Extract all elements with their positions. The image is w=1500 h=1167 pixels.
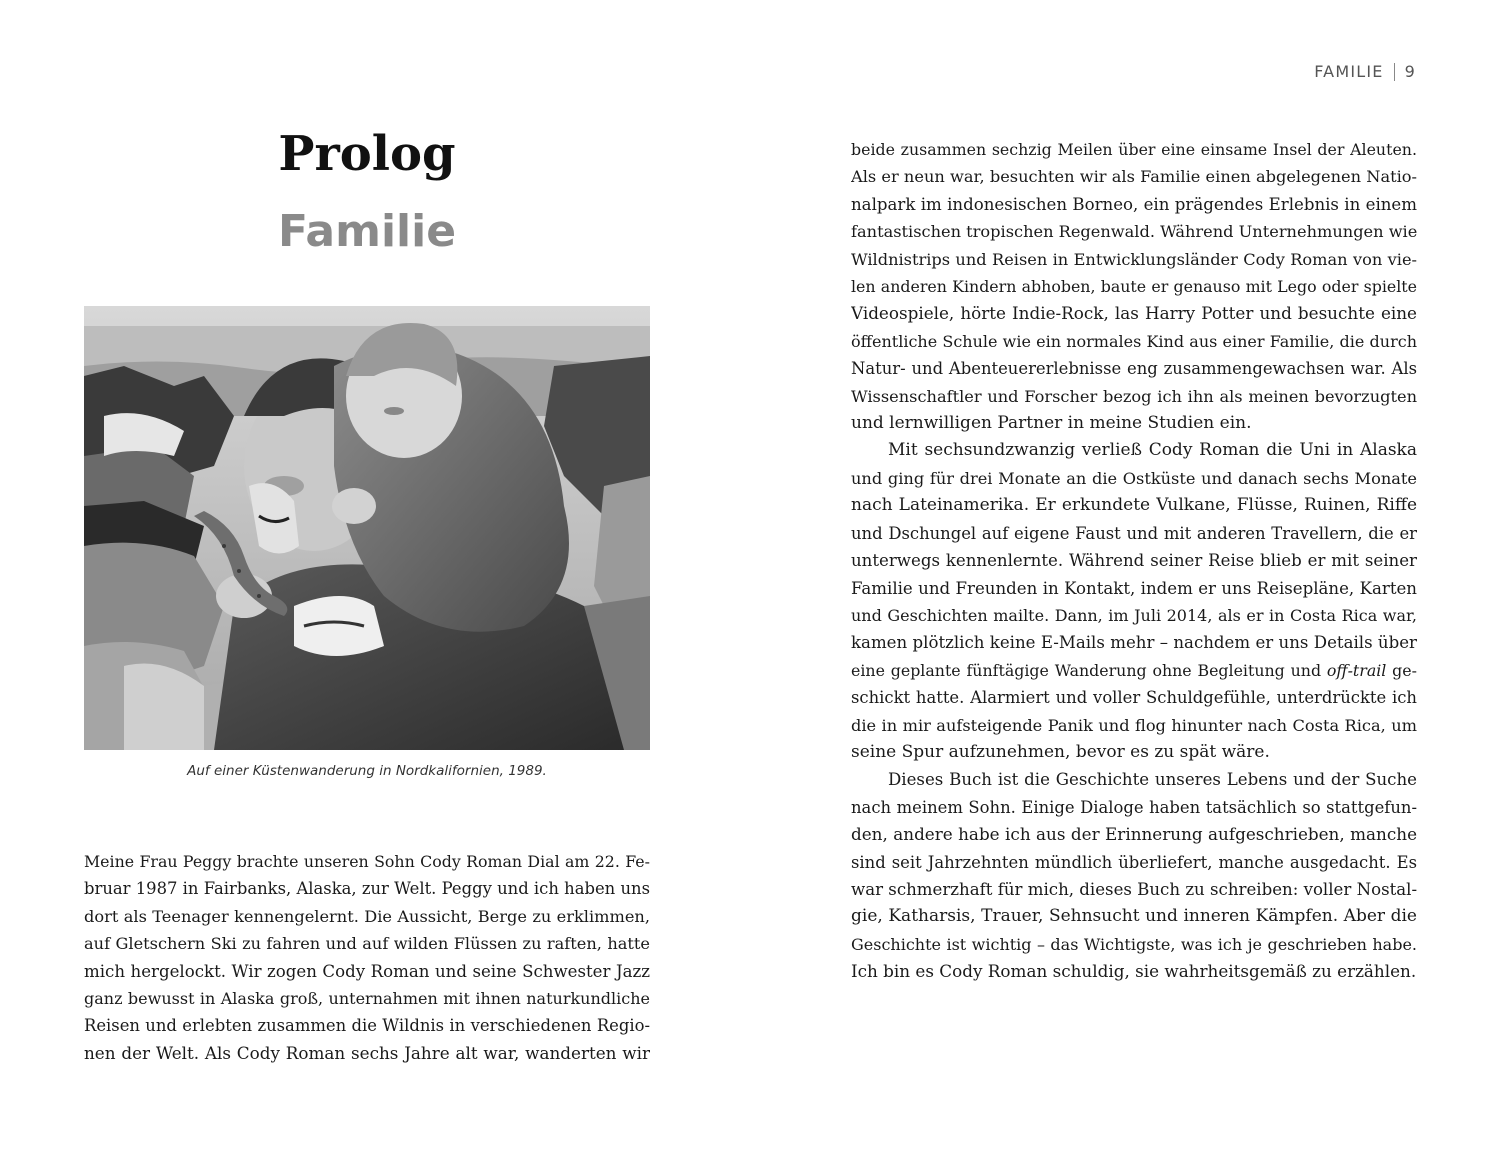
text-line: nalpark im indonesischen Borneo, ein prägendes Erlebnis in einem [851,194,1417,214]
text-segment: ge- [1392,660,1417,680]
text-line: Natur- und Abenteuererlebnisse eng zusammengewachsen war. Als [851,359,1417,379]
paragraph-3 [851,766,1417,985]
text-line: und lernwilligen Partner in meine Studien ein. [851,413,1252,434]
text-line: bruar 1987 in Fairbanks, Alaska, zur Welt. Peggy und ich haben uns [84,879,650,899]
text-segment: eine geplante fünftägige Wanderung ohne Begleitung und [851,660,1322,680]
text-line: und Dschungel auf eigene Faust und mit anderen Travellern, die er [851,523,1417,543]
text-line: sind seit Jahrzehnten mündlich überliefert, manche ausgedacht. Es [851,852,1417,872]
text-line: ganz bewusst in Alaska groß, unternahmen mit ihnen naturkundliche [84,989,650,1009]
text-line: seine Spur aufzunehmen, bevor es zu spät wäre. [851,741,1270,762]
running-header-section: FAMILIE [1314,62,1384,81]
text-line: Familie und Freunden in Kontakt, indem er uns Reisepläne, Karten [851,578,1417,598]
text-line: auf Gletschern Ski zu fahren und auf wilden Flüssen zu raften, hatte [84,934,650,954]
text-line: Wissenschaftler und Forscher bezog ich ihn als meinen bevorzugten [851,386,1417,406]
paragraph-1 [851,136,1417,437]
left-page [84,0,650,1167]
text-line: fantastischen tropischen Regenwald. Während Unternehmungen wie [851,222,1417,242]
text-line: nach meinem Sohn. Einige Dialoge haben tatsächlich so stattgefun- [851,797,1417,817]
photo-father-and-child-icon [84,306,650,750]
text-line: Als er neun war, besuchten wir als Familie einen abgelegenen Natio- [851,167,1417,187]
text-line: Wildnistrips und Reisen in Entwicklungsländer Cody Roman von vie- [851,249,1417,269]
text-line: unterwegs kennenlernte. Während seiner Reise blieb er mit seiner [851,551,1417,571]
text-line: schickt hatte. Alarmiert und voller Schuldgefühle, unterdrückte ich [851,688,1417,708]
text-line: Videospiele, hörte Indie-Rock, las Harry Potter und besuchte eine [851,303,1417,324]
text-line: die in mir aufsteigende Panik und flog hinunter nach Costa Rica, um [851,715,1417,735]
chapter-title: Prolog [278,126,456,182]
italic-term: off-trail [1326,660,1387,680]
text-line: dort als Teenager kennengelernt. Die Aussicht, Berge zu erklimmen, [84,906,650,926]
text-line: öffentliche Schule wie ein normales Kind aus einer Familie, die durch [851,331,1417,351]
page-number: 9 [1404,62,1416,81]
paragraph-2 [851,437,1417,766]
photo-caption: Auf einer Küstenwanderung in Nordkalifornien, 1989. [187,763,547,779]
right-page [851,0,1417,1167]
text-line: den, andere habe ich aus der Erinnerung aufgeschrieben, manche [851,824,1417,845]
text-line: Dieses Buch ist die Geschichte unseres Lebens und der Suche [888,770,1417,790]
text-line: Reisen und erlebten zusammen die Wildnis in verschiedenen Regio- [84,1016,650,1036]
text-line [851,657,1417,684]
text-line: Mit sechsundzwanzig verließ Cody Roman die Uni in Alaska [888,440,1417,461]
chapter-subtitle: Familie [277,206,457,257]
text-line: Geschichte ist wichtig – das Wichtigste, was ich je geschrieben habe. [851,934,1417,954]
left-body-text [84,848,650,1067]
text-line: mich hergelockt. Wir zogen Cody Roman und seine Schwester Jazz [84,961,650,981]
text-line: war schmerzhaft für mich, dieses Buch zu schreiben: voller Nostal- [851,879,1417,899]
text-line: Meine Frau Peggy brachte unseren Sohn Cody Roman Dial am 22. Fe- [84,852,650,871]
text-line: beide zusammen sechzig Meilen über eine einsame Insel der Aleuten. [851,140,1417,159]
right-body-text [851,136,1417,986]
text-line: Ich bin es Cody Roman schuldig, sie wahrheitsgemäß zu erzählen. [851,961,1417,982]
text-line: und ging für drei Monate an die Ostküste und danach sechs Monate [851,468,1417,488]
text-line: nen der Welt. Als Cody Roman sechs Jahre alt war, wanderten wir [84,1042,650,1063]
text-line: kamen plötzlich keine E-Mails mehr – nachdem er uns Details über [851,633,1417,653]
text-line: len anderen Kindern abhoben, baute er genauso mit Lego oder spielte [851,277,1417,297]
text-line: und Geschichten mailte. Dann, im Juli 2014, als er in Costa Rica war, [851,605,1417,625]
text-line: gie, Katharsis, Trauer, Sehnsucht und inneren Kämpfen. Aber die [851,906,1417,927]
text-line: nach Lateinamerika. Er erkundete Vulkane, Flüsse, Ruinen, Riffe [851,495,1417,516]
